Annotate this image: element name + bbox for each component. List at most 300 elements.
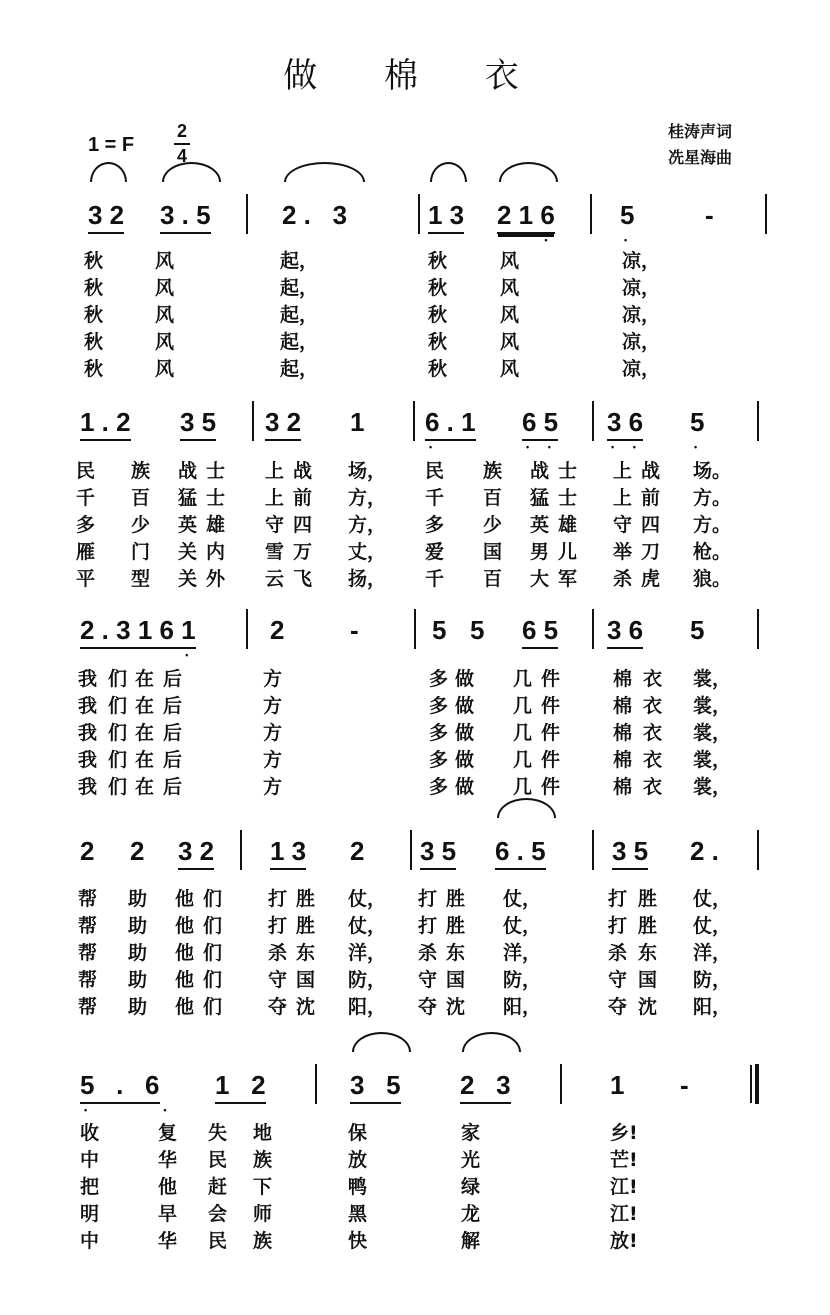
lyric-syllable: 猛 [530, 487, 550, 509]
lyric-syllable: 风 [500, 250, 520, 272]
lyric-syllable: 助 [128, 888, 148, 910]
lyric-syllable: 多 [429, 776, 449, 798]
barline [246, 194, 248, 234]
note-group: 1 3 [428, 200, 464, 234]
note-group: 6 . 5 [495, 836, 546, 870]
lyric-syllable: 雄 [206, 514, 226, 536]
lyric-syllable: 族 [253, 1230, 273, 1252]
barline [315, 1064, 317, 1104]
lyric-syllable: 做 [455, 722, 475, 744]
lyric-syllable: 仗， [348, 888, 387, 910]
lyric-syllable: 防， [348, 969, 387, 991]
lyric-syllable: 秋 [84, 250, 104, 272]
lyric-syllable: 帮 [78, 942, 98, 964]
lyric-syllable: 件 [541, 722, 561, 744]
lyric-syllable: 他 [175, 969, 195, 991]
barline [252, 401, 254, 441]
lyric-syllable: 族 [253, 1149, 273, 1171]
note-group: 6 5 [522, 615, 558, 649]
note-group: 1 3 [270, 836, 306, 870]
lyric-syllable: 虎 [641, 568, 661, 590]
lyric-syllable: 东 [638, 942, 658, 964]
slur [499, 162, 558, 182]
lyric-syllable: 助 [128, 942, 148, 964]
lyric-syllable: 会 [208, 1203, 228, 1225]
lyric-syllable: 帮 [78, 915, 98, 937]
lyric-syllable: 明 [80, 1203, 100, 1225]
note-group: 5 [432, 615, 447, 645]
note-group: 3 5 [420, 836, 456, 870]
note-group: 2 [80, 836, 95, 866]
lyric-syllable: 早 [158, 1203, 178, 1225]
lyric-syllable: 复 [158, 1122, 178, 1144]
lyric-syllable: 我 [78, 749, 98, 771]
lyric-syllable: 把 [80, 1176, 100, 1198]
lyric-syllable: 做 [455, 776, 475, 798]
lyric-syllable: 士 [558, 460, 578, 482]
lyric-syllable: 上 [613, 487, 633, 509]
lyric-syllable: 士 [206, 460, 226, 482]
lyric-syllable: 秋 [84, 331, 104, 353]
lyric-syllable: 凉， [622, 331, 661, 353]
lyric-syllable: 民 [425, 460, 445, 482]
note-group: 3 5 [180, 407, 216, 441]
lyric-syllable: 助 [128, 996, 148, 1018]
barline [590, 194, 592, 234]
lyric-syllable: 们 [203, 942, 223, 964]
lyric-syllable: 们 [108, 668, 128, 690]
lyric-syllable: 儿 [558, 541, 578, 563]
barline [592, 609, 594, 649]
lyric-syllable: 举 [613, 541, 633, 563]
lyric-syllable: 我 [78, 695, 98, 717]
slur [90, 162, 127, 182]
lyric-syllable: 打 [418, 888, 438, 910]
lyric-syllable: 他 [175, 942, 195, 964]
barline [418, 194, 420, 234]
lyric-syllable: 风 [155, 277, 175, 299]
lyric-syllable: 裳， [693, 776, 732, 798]
lyric-syllable: 胜 [638, 888, 658, 910]
lyric-syllable: 仗， [503, 915, 542, 937]
lyric-syllable: 多 [429, 668, 449, 690]
composer-credit: 冼星海曲 [668, 148, 733, 167]
lyric-syllable: 场。 [693, 460, 732, 482]
lyric-syllable: 仗， [348, 915, 387, 937]
lyric-syllable: 平 [76, 568, 96, 590]
lyric-syllable: 后 [163, 722, 183, 744]
barline [414, 609, 416, 649]
lyric-syllable: 关 [178, 541, 198, 563]
slur [462, 1032, 521, 1052]
lyric-syllable: 上 [265, 460, 285, 482]
note-group: 1 2 [215, 1070, 266, 1104]
lyric-syllable: 衣 [643, 668, 663, 690]
lyric-syllable: 做 [455, 749, 475, 771]
slur [497, 798, 556, 818]
lyric-syllable: 胜 [296, 888, 316, 910]
note-group: 2 [350, 836, 365, 866]
barline [757, 830, 759, 870]
low-octave-dot: • [632, 442, 636, 452]
lyric-syllable: 战 [178, 460, 198, 482]
lyric-syllable: 守 [608, 969, 628, 991]
lyric-syllable: 万 [293, 541, 313, 563]
lyric-syllable: 沈 [638, 996, 658, 1018]
lyric-syllable: 方 [263, 668, 283, 690]
lyric-syllable: 方 [263, 695, 283, 717]
lyric-syllable: 军 [558, 568, 578, 590]
note-group: 5 • [620, 200, 635, 245]
note-group: 5 [690, 615, 705, 645]
lyric-syllable: 胜 [638, 915, 658, 937]
lyric-syllable: 师 [253, 1203, 273, 1225]
lyric-syllable: 守 [268, 969, 288, 991]
note-group: 1 [610, 1070, 625, 1100]
lyric-syllable: 外 [206, 568, 226, 590]
lyric-syllable: 上 [265, 487, 285, 509]
note-group: 3 . 5 [160, 200, 211, 234]
lyric-syllable: 民 [208, 1230, 228, 1252]
lyric-syllable: 棉 [613, 749, 633, 771]
lyric-syllable: 几 [513, 722, 533, 744]
barline [560, 1064, 562, 1104]
low-octave-dot: • [694, 442, 698, 452]
lyric-syllable: 黑 [348, 1203, 368, 1225]
lyric-syllable: 大 [530, 568, 550, 590]
lyric-syllable: 江! [610, 1176, 638, 1198]
key-signature: 1 = F [88, 134, 135, 156]
slur [352, 1032, 411, 1052]
lyric-syllable: 裳， [693, 722, 732, 744]
lyric-syllable: 打 [608, 915, 628, 937]
lyric-syllable: 杀 [613, 568, 633, 590]
lyric-syllable: 守 [265, 514, 285, 536]
low-octave-dot: • [611, 442, 615, 452]
lyric-syllable: 快 [348, 1230, 368, 1252]
lyric-syllable: 多 [429, 749, 449, 771]
lyric-syllable: 凉， [622, 358, 661, 380]
lyric-syllable: 百 [483, 487, 503, 509]
lyric-syllable: 中 [80, 1149, 100, 1171]
lyric-syllable: 中 [80, 1230, 100, 1252]
lyric-syllable: 杀 [268, 942, 288, 964]
lyric-syllable: 国 [296, 969, 316, 991]
lyric-syllable: 们 [108, 749, 128, 771]
lyric-syllable: 门 [131, 541, 151, 563]
lyric-syllable: 棉 [613, 776, 633, 798]
song-title: 做 棉 衣 [283, 56, 547, 96]
lyric-syllable: 失 [208, 1122, 228, 1144]
barline [240, 830, 242, 870]
final-barline [755, 1064, 759, 1104]
lyric-syllable: 风 [500, 304, 520, 326]
lyric-syllable: 在 [135, 722, 155, 744]
lyric-syllable: 方， [348, 514, 387, 536]
lyric-syllable: 多 [76, 514, 96, 536]
lyric-syllable: 男 [530, 541, 550, 563]
lyric-syllable: 士 [558, 487, 578, 509]
lyric-syllable: 他 [175, 996, 195, 1018]
lyric-syllable: 他 [158, 1176, 178, 1198]
low-octave-dot: • [526, 442, 530, 452]
barline [592, 830, 594, 870]
lyric-syllable: 后 [163, 695, 183, 717]
lyric-syllable: 棉 [613, 695, 633, 717]
lyric-syllable: 方 [263, 722, 283, 744]
lyric-syllable: 放! [610, 1230, 638, 1252]
lyric-syllable: 四 [641, 514, 661, 536]
barline [765, 194, 767, 234]
lyric-syllable: 他 [175, 915, 195, 937]
lyric-syllable: 后 [163, 749, 183, 771]
lyric-syllable: 们 [108, 722, 128, 744]
lyric-syllable: 们 [108, 776, 128, 798]
lyric-syllable: 家 [461, 1122, 481, 1144]
time-signature-bottom: 4 [174, 143, 190, 168]
lyric-syllable: 起， [280, 358, 319, 380]
low-octave-dot: • [544, 235, 548, 245]
lyric-syllable: 芒! [610, 1149, 638, 1171]
lyric-syllable: 帮 [78, 996, 98, 1018]
lyric-syllable: 千 [76, 487, 96, 509]
lyric-syllable: 内 [206, 541, 226, 563]
lyric-syllable: 云 [265, 568, 285, 590]
lyric-syllable: 飞 [293, 568, 313, 590]
lyric-syllable: 们 [108, 695, 128, 717]
lyric-syllable: 凉， [622, 277, 661, 299]
note-group: 3 2 [178, 836, 214, 870]
lyric-syllable: 件 [541, 668, 561, 690]
lyric-syllable: 在 [135, 695, 155, 717]
note-group: 2 . [690, 836, 719, 866]
lyric-syllable: 秋 [428, 304, 448, 326]
lyric-syllable: 杀 [608, 942, 628, 964]
lyric-syllable: 收 [80, 1122, 100, 1144]
lyric-syllable: 赶 [208, 1176, 228, 1198]
lyric-syllable: 战 [641, 460, 661, 482]
lyric-syllable: 关 [178, 568, 198, 590]
note-group: 2 [130, 836, 145, 866]
lyric-syllable: 打 [608, 888, 628, 910]
note-group: 2 [270, 615, 285, 645]
lyric-syllable: 国 [446, 969, 466, 991]
low-octave-dot: • [163, 1105, 167, 1115]
lyric-syllable: 助 [128, 915, 148, 937]
lyric-syllable: 衣 [643, 695, 663, 717]
lyric-syllable: 几 [513, 668, 533, 690]
note-group: 5 [470, 615, 485, 645]
lyric-syllable: 解 [461, 1230, 481, 1252]
lyric-syllable: 起， [280, 277, 319, 299]
lyric-syllable: 少 [131, 514, 151, 536]
lyric-syllable: 英 [530, 514, 550, 536]
lyric-syllable: 夺 [268, 996, 288, 1018]
barline [246, 609, 248, 649]
lyric-syllable: 守 [613, 514, 633, 536]
lyric-syllable: 阳， [503, 996, 542, 1018]
note-group: 1 [350, 407, 365, 437]
lyric-syllable: 后 [163, 668, 183, 690]
lyric-syllable: 打 [268, 915, 288, 937]
lyric-syllable: 沈 [446, 996, 466, 1018]
lyric-syllable: 夺 [608, 996, 628, 1018]
lyric-syllable: 多 [425, 514, 445, 536]
lyric-syllable: 秋 [428, 250, 448, 272]
lyric-syllable: 民 [208, 1149, 228, 1171]
lyric-syllable: 裳， [693, 668, 732, 690]
note-group: 1 . 2 [80, 407, 131, 441]
lyric-syllable: 们 [203, 996, 223, 1018]
low-octave-dot: • [84, 1105, 88, 1115]
lyric-syllable: 起， [280, 331, 319, 353]
note-group: 2 3 [460, 1070, 511, 1104]
lyric-syllable: 场， [348, 460, 387, 482]
lyric-syllable: 阳， [348, 996, 387, 1018]
lyric-syllable: 做 [455, 668, 475, 690]
lyric-syllable: 他 [175, 888, 195, 910]
lyric-syllable: 风 [155, 358, 175, 380]
lyric-syllable: 前 [293, 487, 313, 509]
lyric-syllable: 秋 [84, 358, 104, 380]
lyric-syllable: 打 [418, 915, 438, 937]
lyric-syllable: 胜 [446, 888, 466, 910]
low-octave-dot: • [624, 235, 628, 245]
lyric-syllable: 族 [483, 460, 503, 482]
lyric-syllable: 起， [280, 250, 319, 272]
lyric-syllable: 做 [455, 695, 475, 717]
lyric-syllable: 狼。 [693, 568, 732, 590]
lyric-syllable: 裳， [693, 749, 732, 771]
lyric-syllable: 国 [638, 969, 658, 991]
lyric-syllable: 洋， [693, 942, 732, 964]
lyric-syllable: 雄 [558, 514, 578, 536]
lyric-syllable: 秋 [84, 304, 104, 326]
lyric-syllable: 们 [203, 969, 223, 991]
lyric-syllable: 族 [131, 460, 151, 482]
lyric-syllable: 守 [418, 969, 438, 991]
lyric-syllable: 几 [513, 749, 533, 771]
lyric-syllable: 型 [131, 568, 151, 590]
lyric-syllable: 帮 [78, 888, 98, 910]
lyric-syllable: 华 [158, 1149, 178, 1171]
lyric-syllable: 仗， [503, 888, 542, 910]
note-group: 2 . 3 1 6 1 • [80, 615, 196, 660]
note-group: 3 5 [350, 1070, 401, 1104]
lyric-syllable: 国 [483, 541, 503, 563]
lyric-syllable: 四 [293, 514, 313, 536]
lyric-syllable: 方。 [693, 487, 732, 509]
lyric-syllable: 雁 [76, 541, 96, 563]
dash-extension: - [705, 200, 714, 230]
lyric-syllable: 凉， [622, 304, 661, 326]
lyric-syllable: 华 [158, 1230, 178, 1252]
lyric-syllable: 几 [513, 695, 533, 717]
lyric-syllable: 衣 [643, 722, 663, 744]
lyric-syllable: 洋， [348, 942, 387, 964]
lyric-syllable: 在 [135, 668, 155, 690]
lyric-syllable: 胜 [296, 915, 316, 937]
lyric-syllable: 棉 [613, 722, 633, 744]
lyric-syllable: 秋 [428, 331, 448, 353]
note-group: 6 . 1 • [425, 407, 476, 452]
barline [413, 401, 415, 441]
lyric-syllable: 鸭 [348, 1176, 368, 1198]
lyric-syllable: 龙 [461, 1203, 481, 1225]
lyric-syllable: 放 [348, 1149, 368, 1171]
lyric-syllable: 方 [263, 749, 283, 771]
lyric-syllable: 秋 [84, 277, 104, 299]
lyric-syllable: 帮 [78, 969, 98, 991]
barline [592, 401, 594, 441]
note-group: 6 5 • • [522, 407, 559, 452]
low-octave-dot: • [185, 650, 189, 660]
lyric-syllable: 方。 [693, 514, 732, 536]
lyric-syllable: 上 [613, 460, 633, 482]
lyric-syllable: 地 [253, 1122, 273, 1144]
lyric-syllable: 保 [348, 1122, 368, 1144]
lyric-syllable: 阳， [693, 996, 732, 1018]
note-group: 3 2 [265, 407, 301, 441]
lyric-syllable: 件 [541, 776, 561, 798]
lyric-syllable: 我 [78, 722, 98, 744]
lyric-syllable: 枪。 [693, 541, 732, 563]
lyric-syllable: 洋， [503, 942, 542, 964]
barline [757, 401, 759, 441]
lyric-syllable: 光 [461, 1149, 481, 1171]
lyric-syllable: 秋 [428, 277, 448, 299]
slur [162, 162, 221, 182]
lyric-syllable: 秋 [428, 358, 448, 380]
note-group: 2 1 6 • [497, 200, 555, 245]
lyric-syllable: 夺 [418, 996, 438, 1018]
lyric-syllable: 猛 [178, 487, 198, 509]
lyric-syllable: 风 [500, 277, 520, 299]
lyric-syllable: 丈， [348, 541, 387, 563]
lyric-syllable: 杀 [418, 942, 438, 964]
note-group: 5 . 6 • • [80, 1070, 167, 1115]
lyric-syllable: 东 [446, 942, 466, 964]
lyric-syllable: 风 [500, 358, 520, 380]
lyric-syllable: 在 [135, 776, 155, 798]
lyric-syllable: 衣 [643, 776, 663, 798]
lyric-syllable: 江! [610, 1203, 638, 1225]
lyric-syllable: 仗， [693, 888, 732, 910]
lyric-syllable: 千 [425, 568, 445, 590]
lyric-syllable: 多 [429, 695, 449, 717]
lyric-syllable: 方 [263, 776, 283, 798]
dash-extension: - [680, 1070, 689, 1100]
note-group: 2 . 3 [282, 200, 348, 230]
lyric-syllable: 们 [203, 888, 223, 910]
note-group: 3 6 [607, 615, 643, 649]
lyric-syllable: 绿 [461, 1176, 481, 1198]
lyric-syllable: 起， [280, 304, 319, 326]
lyricist-credit: 桂涛声词 [668, 122, 733, 141]
time-signature [174, 120, 190, 168]
lyric-syllable: 在 [135, 749, 155, 771]
lyric-syllable: 东 [296, 942, 316, 964]
note-group: 5 • [690, 407, 705, 452]
lyric-syllable: 助 [128, 969, 148, 991]
lyric-syllable: 刀 [641, 541, 661, 563]
lyric-syllable: 英 [178, 514, 198, 536]
lyric-syllable: 棉 [613, 668, 633, 690]
lyric-syllable: 乡! [610, 1122, 638, 1144]
slur [284, 162, 365, 182]
lyric-syllable: 少 [483, 514, 503, 536]
low-octave-dot: • [547, 442, 551, 452]
